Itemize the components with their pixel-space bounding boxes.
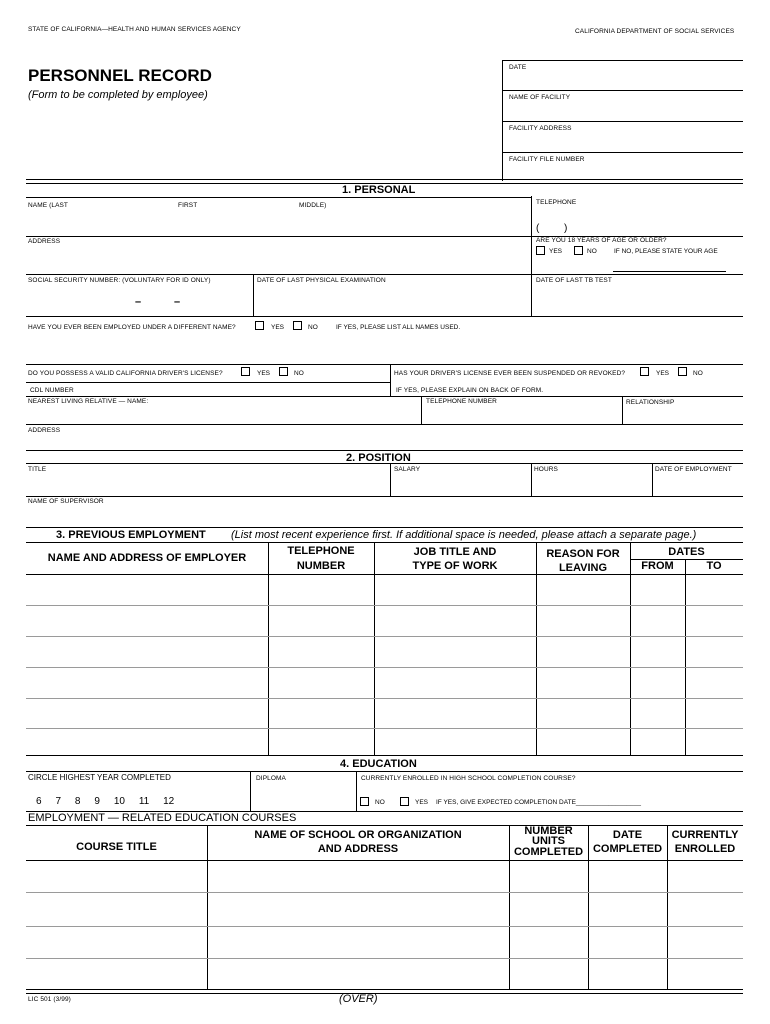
enrolled-yes-label: YES bbox=[415, 799, 429, 806]
age-yes-label: YES bbox=[549, 248, 563, 255]
courses-heading: EMPLOYMENT — RELATED EDUCATION COURSES bbox=[28, 812, 297, 824]
name-last-label: NAME (LAST bbox=[28, 202, 69, 209]
license-no-label: NO bbox=[294, 370, 304, 377]
form-title: PERSONNEL RECORD bbox=[28, 66, 212, 85]
hours-field[interactable] bbox=[533, 476, 650, 494]
col-units-2: UNITS bbox=[532, 835, 565, 847]
name-first-label: FIRST bbox=[178, 202, 198, 209]
tel-paren-close: ) bbox=[564, 223, 568, 234]
col-units-3: COMPLETED bbox=[513, 846, 584, 858]
other-names-field[interactable] bbox=[26, 334, 741, 362]
suspended-yes-label: YES bbox=[656, 370, 670, 377]
col-telephone-2: NUMBER bbox=[296, 560, 346, 572]
date-employment-field[interactable] bbox=[654, 476, 741, 494]
age-no-checkbox[interactable] bbox=[574, 246, 583, 255]
col-reason-2: LEAVING bbox=[558, 562, 608, 574]
list-item[interactable] bbox=[26, 927, 207, 958]
suspended-question: HAS YOUR DRIVER'S LICENSE EVER BEEN SUSPENDED OR REVOKED? bbox=[394, 370, 626, 377]
col-employer: NAME AND ADDRESS OF EMPLOYER bbox=[47, 552, 247, 564]
relationship-label: RELATIONSHIP bbox=[626, 399, 675, 406]
col-job-2: TYPE OF WORK bbox=[412, 560, 498, 572]
relative-phone-label: TELEPHONE NUMBER bbox=[426, 398, 497, 405]
telephone-label: TELEPHONE bbox=[536, 199, 577, 206]
date-label: DATE bbox=[509, 64, 527, 71]
facility-name-label: NAME OF FACILITY bbox=[509, 94, 571, 101]
other-names-question: HAVE YOU EVER BEEN EMPLOYED UNDER A DIFFERENT NAME? bbox=[28, 324, 236, 331]
previous-note: (List most recent experience first. If additional space is needed, please attach a separate page.) bbox=[231, 529, 697, 541]
table-row[interactable] bbox=[26, 575, 268, 605]
suspended-explain-label: IF YES, PLEASE EXPLAIN ON BACK OF FORM. bbox=[396, 387, 544, 394]
col-course-title: COURSE TITLE bbox=[76, 841, 157, 853]
position-title-label: TITLE bbox=[28, 466, 47, 473]
col-reason-1: REASON FOR bbox=[546, 548, 620, 560]
license-yes-label: YES bbox=[257, 370, 271, 377]
col-school-2: AND ADDRESS bbox=[317, 843, 399, 855]
telephone-field[interactable] bbox=[533, 212, 741, 234]
facility-file-field[interactable] bbox=[502, 165, 743, 179]
col-enrolled-1: CURRENTLY bbox=[671, 829, 739, 841]
suspended-no-label: NO bbox=[693, 370, 703, 377]
ssn-dash-1: – bbox=[135, 296, 142, 308]
form-id: LIC 501 (3/99) bbox=[28, 996, 71, 1003]
other-names-yes-checkbox[interactable] bbox=[255, 321, 264, 330]
other-names-list-label: IF YES, PLEASE LIST ALL NAMES USED. bbox=[336, 324, 461, 331]
enrolled-no-label: NO bbox=[375, 799, 385, 806]
relative-name-label: NEAREST LIVING RELATIVE — NAME: bbox=[28, 398, 149, 405]
hours-label: HOURS bbox=[534, 466, 558, 473]
agency-name: STATE OF CALIFORNIA—HEALTH AND HUMAN SERVICES AGENCY bbox=[28, 26, 241, 33]
relative-name-field[interactable] bbox=[26, 407, 419, 422]
circle-year-label: CIRCLE HIGHEST YEAR COMPLETED bbox=[28, 773, 171, 782]
age-entry-line[interactable] bbox=[613, 271, 726, 272]
col-date-1: DATE bbox=[612, 829, 643, 841]
suspended-yes-checkbox[interactable] bbox=[640, 367, 649, 376]
section-personal-heading: 1. PERSONAL bbox=[342, 184, 416, 196]
col-from: FROM bbox=[641, 560, 674, 572]
license-yes-checkbox[interactable] bbox=[241, 367, 250, 376]
tb-test-label: DATE OF LAST TB TEST bbox=[536, 277, 612, 284]
physical-exam-field[interactable] bbox=[255, 287, 529, 313]
diploma-label: DIPLOMA bbox=[256, 775, 286, 782]
tb-test-field[interactable] bbox=[533, 287, 741, 313]
cdl-number-label: CDL NUMBER bbox=[30, 387, 74, 394]
col-job-1: JOB TITLE AND bbox=[413, 546, 497, 558]
salary-label: SALARY bbox=[394, 466, 421, 473]
date-employment-label: DATE OF EMPLOYMENT bbox=[655, 466, 732, 473]
ssn-field[interactable] bbox=[26, 287, 251, 313]
address-label: ADDRESS bbox=[28, 238, 61, 245]
col-units-1: NUMBER bbox=[524, 825, 573, 837]
relative-address-field[interactable] bbox=[26, 436, 741, 448]
section-education-heading: 4. EDUCATION bbox=[340, 758, 417, 770]
over-label: (OVER) bbox=[339, 993, 378, 1005]
list-item[interactable] bbox=[26, 893, 207, 926]
year-options[interactable]: 6 7 8 9 10 11 12 bbox=[36, 796, 175, 807]
relationship-field[interactable] bbox=[624, 409, 741, 422]
other-names-no-checkbox[interactable] bbox=[293, 321, 302, 330]
table-row[interactable] bbox=[26, 637, 268, 667]
cdl-number-field[interactable] bbox=[90, 384, 386, 395]
relative-address-label: ADDRESS bbox=[28, 427, 61, 434]
col-dates: DATES bbox=[668, 546, 705, 558]
position-title-field[interactable] bbox=[26, 476, 388, 494]
form-subtitle: (Form to be completed by employee) bbox=[28, 89, 208, 101]
age-no-label: NO bbox=[587, 248, 597, 255]
name-field[interactable] bbox=[26, 212, 529, 234]
table-row[interactable] bbox=[26, 606, 268, 636]
facility-file-label: FACILITY FILE NUMBER bbox=[509, 156, 585, 163]
relative-phone-field[interactable] bbox=[423, 407, 620, 422]
supervisor-label: NAME OF SUPERVISOR bbox=[28, 498, 104, 505]
age-state-label: IF NO, PLEASE STATE YOUR AGE bbox=[614, 248, 718, 255]
table-row[interactable] bbox=[26, 668, 268, 698]
age-yes-checkbox[interactable] bbox=[536, 246, 545, 255]
section-previous-heading: 3. PREVIOUS EMPLOYMENT bbox=[56, 529, 206, 541]
ssn-dash-2: – bbox=[174, 296, 181, 308]
enrolled-yes-checkbox[interactable] bbox=[400, 797, 409, 806]
salary-field[interactable] bbox=[392, 476, 529, 494]
section-position-heading: 2. POSITION bbox=[346, 452, 411, 464]
license-question: DO YOU POSSESS A VALID CALIFORNIA DRIVER'S LICENSE? bbox=[28, 370, 223, 377]
suspended-no-checkbox[interactable] bbox=[678, 367, 687, 376]
completion-date-label: IF YES, GIVE EXPECTED COMPLETION DATE__________________ bbox=[436, 799, 641, 806]
ssn-label: SOCIAL SECURITY NUMBER: (VOLUNTARY FOR ID ONLY) bbox=[28, 277, 211, 284]
supervisor-field[interactable] bbox=[26, 508, 741, 524]
table-row[interactable] bbox=[26, 729, 268, 754]
license-no-checkbox[interactable] bbox=[279, 367, 288, 376]
enrolled-no-checkbox[interactable] bbox=[360, 797, 369, 806]
facility-address-label: FACILITY ADDRESS bbox=[509, 125, 572, 132]
col-school-1: NAME OF SCHOOL OR ORGANIZATION bbox=[254, 829, 462, 841]
other-names-yes-label: YES bbox=[271, 324, 285, 331]
col-enrolled-2: ENROLLED bbox=[674, 843, 736, 855]
table-row[interactable] bbox=[26, 699, 268, 728]
age-question: ARE YOU 18 YEARS OF AGE OR OLDER? bbox=[536, 237, 667, 244]
physical-exam-label: DATE OF LAST PHYSICAL EXAMINATION bbox=[257, 277, 386, 284]
other-names-no-label: NO bbox=[308, 324, 318, 331]
address-field[interactable] bbox=[26, 248, 529, 272]
col-date-2: COMPLETED bbox=[592, 843, 663, 855]
col-to: TO bbox=[706, 560, 722, 572]
list-item[interactable] bbox=[26, 861, 207, 892]
tel-paren-open: ( bbox=[536, 223, 540, 234]
col-telephone-1: TELEPHONE bbox=[287, 545, 355, 557]
list-item[interactable] bbox=[26, 959, 207, 989]
department-name: CALIFORNIA DEPARTMENT OF SOCIAL SERVICES bbox=[575, 28, 735, 35]
enrolled-question: CURRENTLY ENROLLED IN HIGH SCHOOL COMPLETION COURSE? bbox=[361, 775, 576, 782]
name-middle-label: MIDDLE) bbox=[299, 202, 327, 209]
